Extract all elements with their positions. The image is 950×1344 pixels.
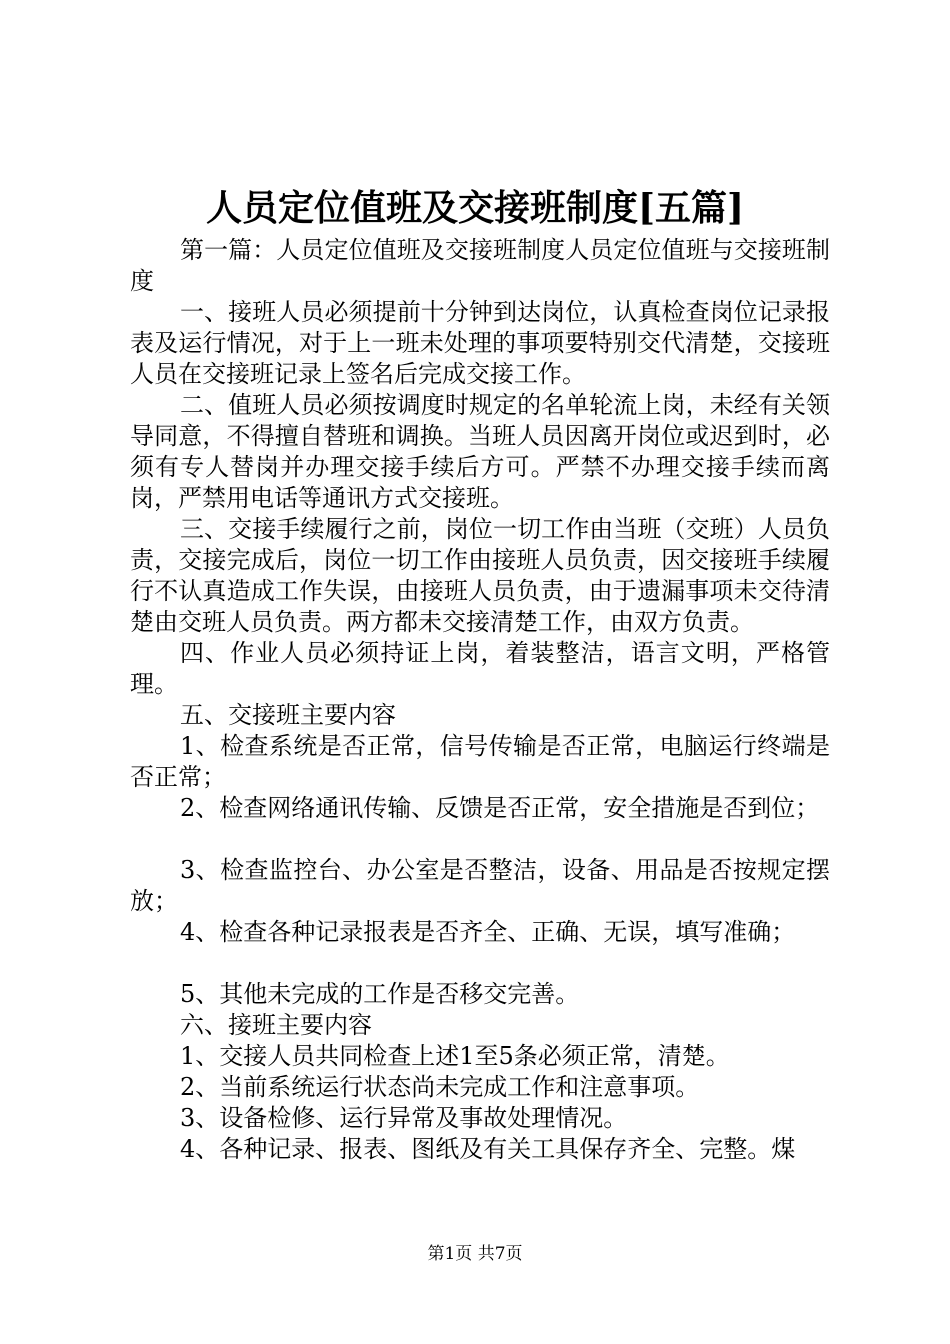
- list-item-5-1: 1、检查系统是否正常，信号传输是否正常，电脑运行终端是否正常；: [130, 732, 830, 791]
- document-body: [130, 235, 830, 1165]
- list-item-6-3: 3、设备检修、运行异常及事故处理情况。: [180, 1104, 628, 1132]
- paragraph-rule-3: 三、交接手续履行之前，岗位一切工作由当班（交班）人员负责，交接完成后，岗位一切工作由接班人员负责，因交接班手续履行不认真造成工作失误，由接班人员负责，由于遗漏事项未交待清楚由交班人员负责。两方都未交接清楚工作，由双方负责。: [130, 515, 830, 636]
- list-item-5-2: 2、检查网络通讯传输、反馈是否正常，安全措施是否到位；: [180, 794, 820, 822]
- list-item-6-4: 4、各种记录、报表、图纸及有关工具保存齐全、完整。煤: [180, 1135, 796, 1163]
- page-number: 第1页 共7页: [427, 1244, 523, 1264]
- paragraph-rule-2: 二、值班人员必须按调度时规定的名单轮流上岗，未经有关领导同意，不得擅自替班和调换。当班人员因离开岗位或迟到时，必须有专人替岗并办理交接手续后方可。严禁不办理交接手续而离岗，严禁用电话等通讯方式交接班。: [130, 391, 830, 512]
- section-heading-5: 五、交接班主要内容: [180, 701, 396, 729]
- document-title: 人员定位值班及交接班制度[五篇]: [205, 187, 745, 229]
- section-heading-6: 六、接班主要内容: [180, 1011, 372, 1039]
- paragraph-intro: 第一篇：人员定位值班及交接班制度人员定位值班与交接班制度: [130, 236, 830, 295]
- list-item-5-4: 4、检查各种记录报表是否齐全、正确、无误，填写准确；: [180, 918, 796, 946]
- paragraph-rule-1: 一、接班人员必须提前十分钟到达岗位，认真检查岗位记录报表及运行情况，对于上一班未处理的事项要特别交代清楚，交接班人员在交接班记录上签名后完成交接工作。: [130, 298, 830, 388]
- list-item-6-2: 2、当前系统运行状态尚未完成工作和注意事项。: [180, 1073, 700, 1101]
- paragraph-rule-4: 四、作业人员必须持证上岗，着装整洁，语言文明，严格管理。: [130, 639, 830, 698]
- list-item-6-1: 1、交接人员共同检查上述1至5条必须正常，清楚。: [180, 1042, 730, 1070]
- list-item-5-5: 5、其他未完成的工作是否移交完善。: [180, 980, 580, 1008]
- list-item-5-3: 3、检查监控台、办公室是否整洁，设备、用品是否按规定摆放；: [130, 856, 830, 915]
